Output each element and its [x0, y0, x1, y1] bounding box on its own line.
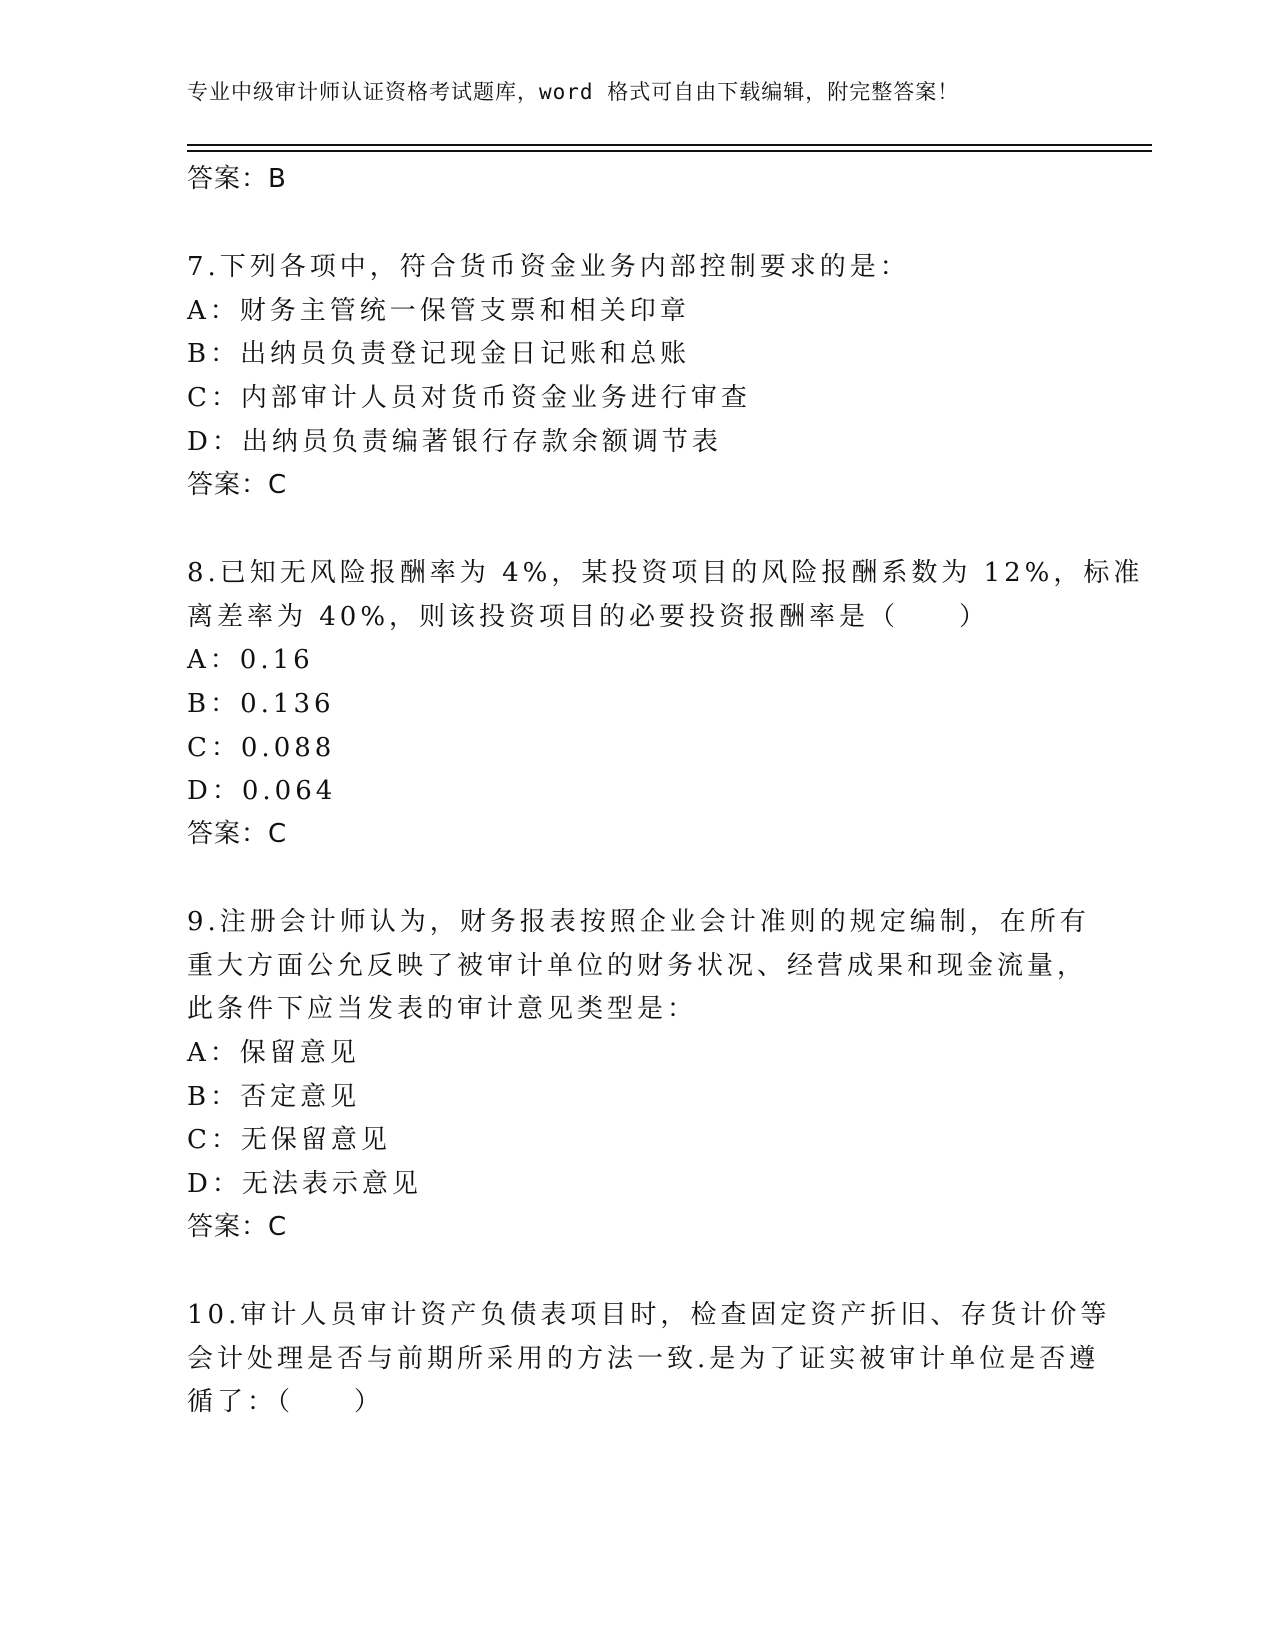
question-stem-line: 7.下列各项中，符合货币资金业务内部控制要求的是： — [187, 252, 910, 282]
option-b: B：0.136 — [187, 689, 335, 719]
header-rule-bottom — [187, 150, 1152, 152]
option-c: C：0.088 — [187, 733, 336, 763]
question-stem-line: 重大方面公允反映了被审计单位的财务状况、经营成果和现金流量， — [187, 951, 1088, 981]
option-d: D：出纳员负责编著银行存款余额调节表 — [187, 427, 722, 457]
answer-line: 答案：C — [187, 819, 288, 849]
option-c: C：无保留意见 — [187, 1125, 391, 1155]
option-d: D：无法表示意见 — [187, 1169, 422, 1199]
answer-line: 答案：B — [187, 164, 287, 194]
question-stem-line: 9.注册会计师认为，财务报表按照企业会计准则的规定编制，在所有 — [187, 907, 1090, 937]
question-stem-line: 此条件下应当发表的审计意见类型是： — [187, 994, 698, 1024]
question-stem-line: 会计处理是否与前期所采用的方法一致.是为了证实被审计单位是否遵 — [187, 1344, 1100, 1374]
header-rule-top — [187, 144, 1152, 146]
option-a: A：保留意见 — [187, 1038, 360, 1068]
option-a: A：财务主管统一保管支票和相关印章 — [187, 296, 690, 326]
question-stem-line: 循了：（ ） — [187, 1387, 385, 1417]
option-a: A：0.16 — [187, 645, 314, 675]
answer-line: 答案：C — [187, 1212, 288, 1242]
option-d: D：0.064 — [187, 776, 337, 806]
question-stem-line: 8.已知无风险报酬率为 4%，某投资项目的风险报酬系数为 12%，标准 — [187, 558, 1144, 588]
answer-line: 答案：C — [187, 470, 288, 500]
question-stem-line: 10.审计人员审计资产负债表项目时，检查固定资产折旧、存货计价等 — [187, 1300, 1111, 1330]
page-header: 专业中级审计师认证资格考试题库，word 格式可自由下载编辑，附完整答案！ — [187, 80, 960, 104]
question-stem-line: 离差率为 40%，则该投资项目的必要投资报酬率是（ ） — [187, 602, 990, 632]
option-b: B：出纳员负责登记现金日记账和总账 — [187, 339, 691, 369]
option-b: B：否定意见 — [187, 1082, 361, 1112]
option-c: C：内部审计人员对货币资金业务进行审查 — [187, 383, 751, 413]
